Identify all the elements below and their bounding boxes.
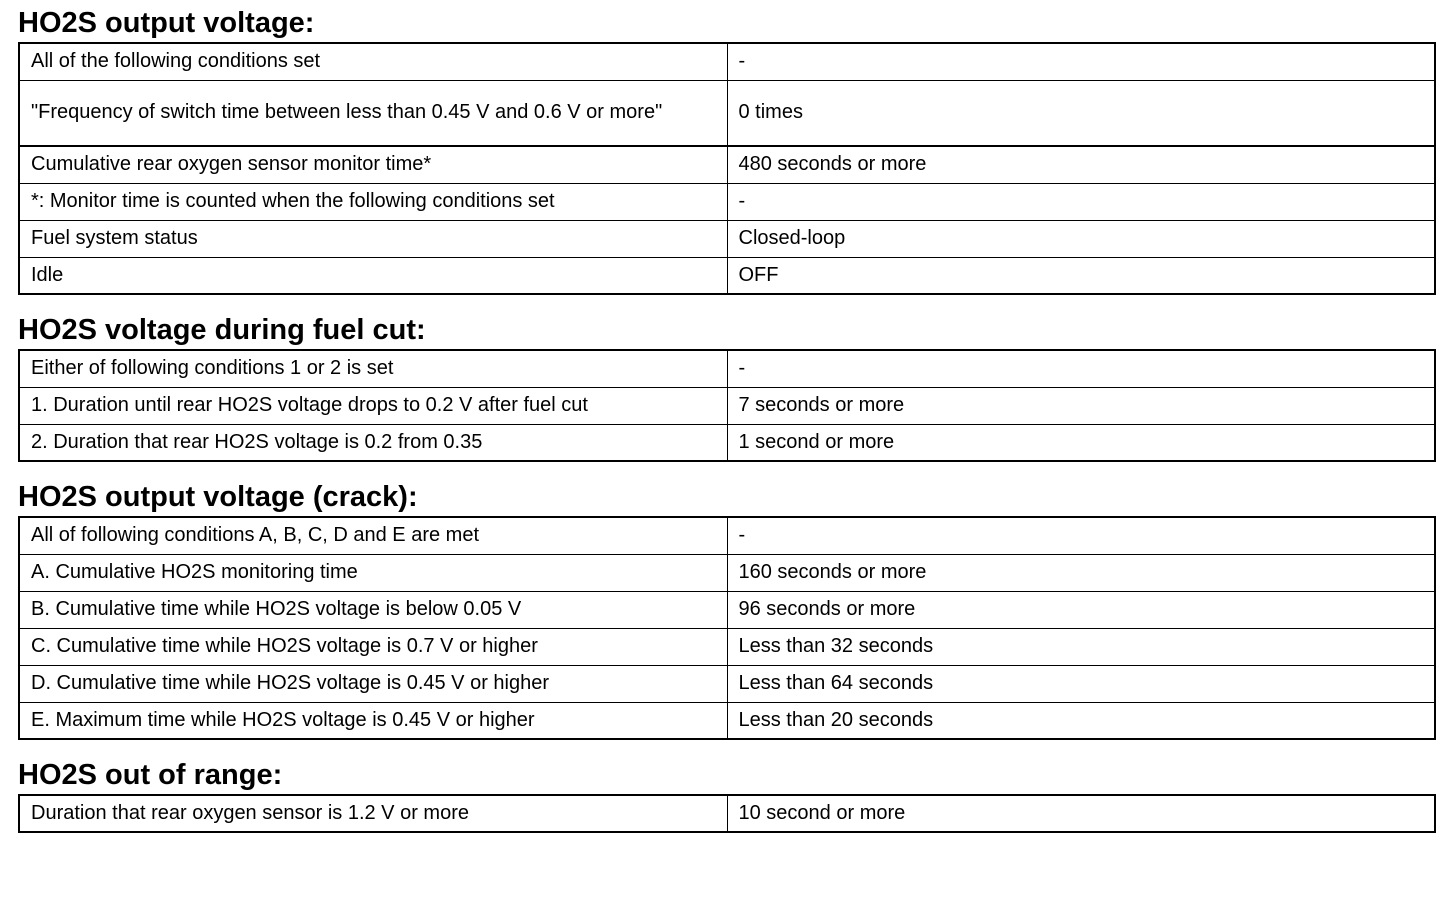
condition-cell: D. Cumulative time while HO2S voltage is 0.45 V or higher bbox=[19, 665, 727, 702]
table-crack bbox=[18, 516, 1436, 740]
document-page bbox=[18, 6, 1434, 833]
table-row bbox=[19, 517, 1435, 554]
table-row bbox=[19, 183, 1435, 220]
table-fuel-cut bbox=[18, 349, 1436, 462]
table-row bbox=[19, 424, 1435, 461]
value-cell: OFF bbox=[727, 257, 1435, 294]
section-title-crack: HO2S output voltage (crack): bbox=[18, 481, 418, 513]
table-row bbox=[19, 665, 1435, 702]
condition-cell: Idle bbox=[19, 257, 727, 294]
value-cell: 96 seconds or more bbox=[727, 591, 1435, 628]
table-row bbox=[19, 220, 1435, 257]
value-cell: Closed-loop bbox=[727, 220, 1435, 257]
value-cell: 7 seconds or more bbox=[727, 387, 1435, 424]
value-cell: 480 seconds or more bbox=[727, 146, 1435, 183]
value-cell: - bbox=[727, 517, 1435, 554]
value-cell: Less than 32 seconds bbox=[727, 628, 1435, 665]
value-cell: 0 times bbox=[727, 80, 1435, 146]
condition-cell: B. Cumulative time while HO2S voltage is below 0.05 V bbox=[19, 591, 727, 628]
table-row bbox=[19, 257, 1435, 294]
table-row bbox=[19, 387, 1435, 424]
condition-cell: All of the following conditions set bbox=[19, 43, 727, 80]
condition-cell: 2. Duration that rear HO2S voltage is 0.2 from 0.35 bbox=[19, 424, 727, 461]
condition-cell: C. Cumulative time while HO2S voltage is 0.7 V or higher bbox=[19, 628, 727, 665]
value-cell: 160 seconds or more bbox=[727, 554, 1435, 591]
value-cell: - bbox=[727, 183, 1435, 220]
table-row bbox=[19, 146, 1435, 183]
value-cell: 1 second or more bbox=[727, 424, 1435, 461]
condition-cell: Duration that rear oxygen sensor is 1.2 V or more bbox=[19, 795, 727, 832]
table-row bbox=[19, 350, 1435, 387]
condition-cell: "Frequency of switch time between less than 0.45 V and 0.6 V or more" bbox=[19, 80, 727, 146]
table-row bbox=[19, 43, 1435, 80]
condition-cell: Fuel system status bbox=[19, 220, 727, 257]
condition-cell: Either of following conditions 1 or 2 is set bbox=[19, 350, 727, 387]
table-row bbox=[19, 628, 1435, 665]
condition-cell: All of following conditions A, B, C, D and E are met bbox=[19, 517, 727, 554]
value-cell: - bbox=[727, 350, 1435, 387]
table-row bbox=[19, 80, 1435, 146]
condition-cell: *: Monitor time is counted when the following conditions set bbox=[19, 183, 727, 220]
section-title-output-voltage: HO2S output voltage: bbox=[18, 7, 315, 39]
section-spacer bbox=[18, 295, 1434, 313]
condition-cell: E. Maximum time while HO2S voltage is 0.45 V or higher bbox=[19, 702, 727, 739]
table-row bbox=[19, 795, 1435, 832]
table-row bbox=[19, 702, 1435, 739]
section-title-out-of-range: HO2S out of range: bbox=[18, 759, 283, 791]
condition-cell: 1. Duration until rear HO2S voltage drops to 0.2 V after fuel cut bbox=[19, 387, 727, 424]
table-row bbox=[19, 591, 1435, 628]
table-out-of-range bbox=[18, 794, 1436, 833]
value-cell: Less than 20 seconds bbox=[727, 702, 1435, 739]
table-row bbox=[19, 554, 1435, 591]
value-cell: - bbox=[727, 43, 1435, 80]
condition-cell: Cumulative rear oxygen sensor monitor time* bbox=[19, 146, 727, 183]
section-spacer bbox=[18, 462, 1434, 480]
section-title-fuel-cut: HO2S voltage during fuel cut: bbox=[18, 314, 426, 346]
table-output-voltage bbox=[18, 42, 1436, 295]
section-spacer bbox=[18, 740, 1434, 758]
value-cell: 10 second or more bbox=[727, 795, 1435, 832]
value-cell: Less than 64 seconds bbox=[727, 665, 1435, 702]
condition-cell: A. Cumulative HO2S monitoring time bbox=[19, 554, 727, 591]
